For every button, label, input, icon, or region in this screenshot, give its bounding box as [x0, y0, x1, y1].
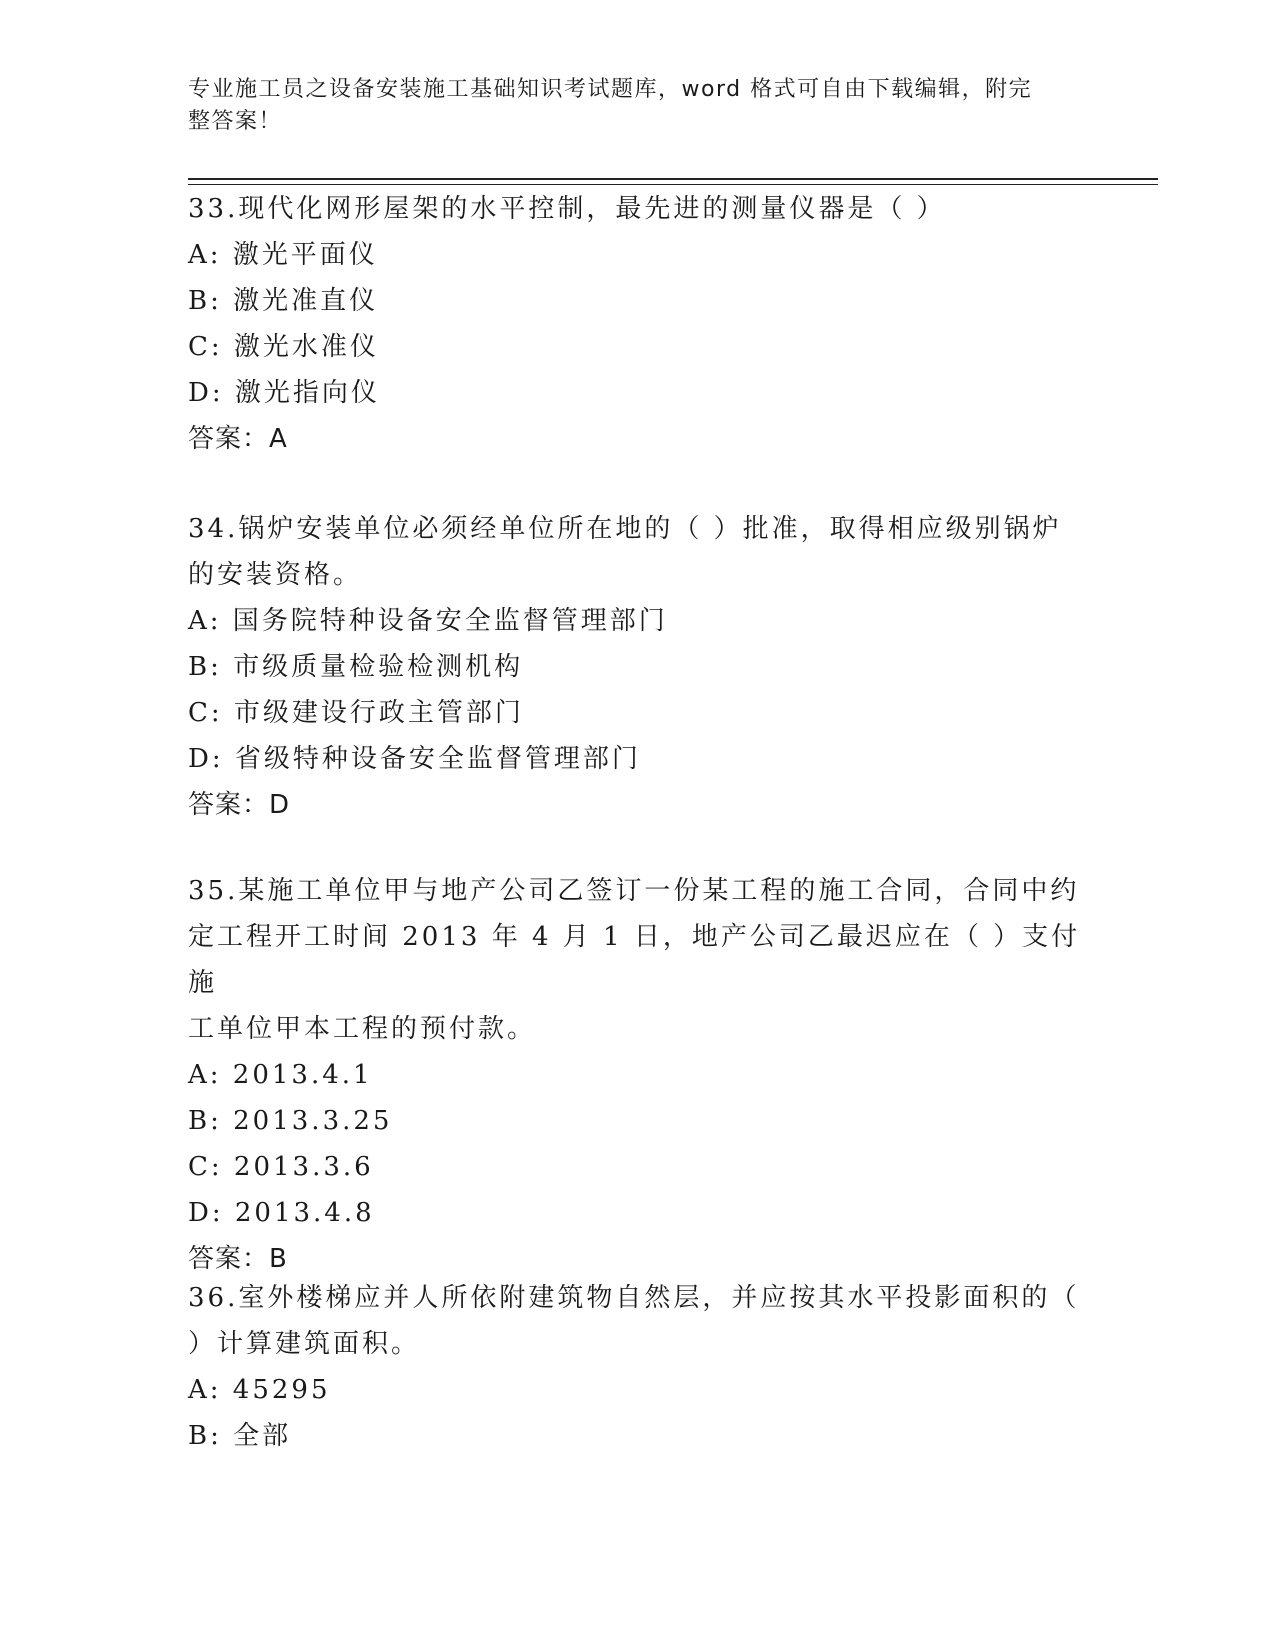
option-b: B: 市级质量检验检测机构: [188, 652, 524, 682]
option-c: C: 激光水准仪: [188, 332, 379, 362]
question-36: [188, 1275, 1088, 1459]
question-stem: 33.现代化网形屋架的水平控制，最先进的测量仪器是（ ）: [188, 194, 946, 224]
option-a: A: 国务院特种设备安全监督管理部门: [188, 606, 668, 636]
option-b: B: 激光准直仪: [188, 286, 379, 316]
question-stem: 36.室外楼梯应并人所依附建筑物自然层，并应按其水平投影面积的（ ）计算建筑面积。: [188, 1283, 1080, 1359]
question-stem: 34.锅炉安装单位必须经单位所在地的（ ）批准，取得相应级别锅炉 的安装资格。: [188, 514, 1062, 590]
option-d: D: 省级特种设备安全监督管理部门: [188, 744, 641, 774]
header-divider-thin: [188, 184, 1158, 185]
option-b: B: 2013.3.25: [188, 1106, 393, 1136]
answer: 答案：B: [188, 1244, 288, 1274]
option-d: D: 2013.4.8: [188, 1198, 375, 1228]
option-a: A: 激光平面仪: [188, 240, 378, 270]
answer: 答案：D: [188, 790, 291, 820]
document-header: 专业施工员之设备安装施工基础知识考试题库，word 格式可自由下载编辑，附完 整答案！: [188, 77, 1033, 134]
question-35: [188, 868, 1088, 1282]
answer: 答案：A: [188, 424, 288, 454]
question-33: [188, 186, 1088, 462]
option-d: D: 激光指向仪: [188, 378, 380, 408]
question-stem: 35.某施工单位甲与地产公司乙签订一份某工程的施工合同，合同中约 定工程开工时间 2013 年 4 月 1 日，地产公司乙最迟应在（ ）支付施 工单位甲本工程的预付款。: [188, 876, 1081, 1044]
question-34: [188, 506, 1088, 828]
option-c: C: 市级建设行政主管部门: [188, 698, 524, 728]
option-c: C: 2013.3.6: [188, 1152, 374, 1182]
option-a: A: 2013.4.1: [188, 1060, 373, 1090]
header-divider-thick: [188, 178, 1158, 180]
option-b: B: 全部: [188, 1421, 292, 1451]
option-a: A: 45295: [188, 1375, 331, 1405]
